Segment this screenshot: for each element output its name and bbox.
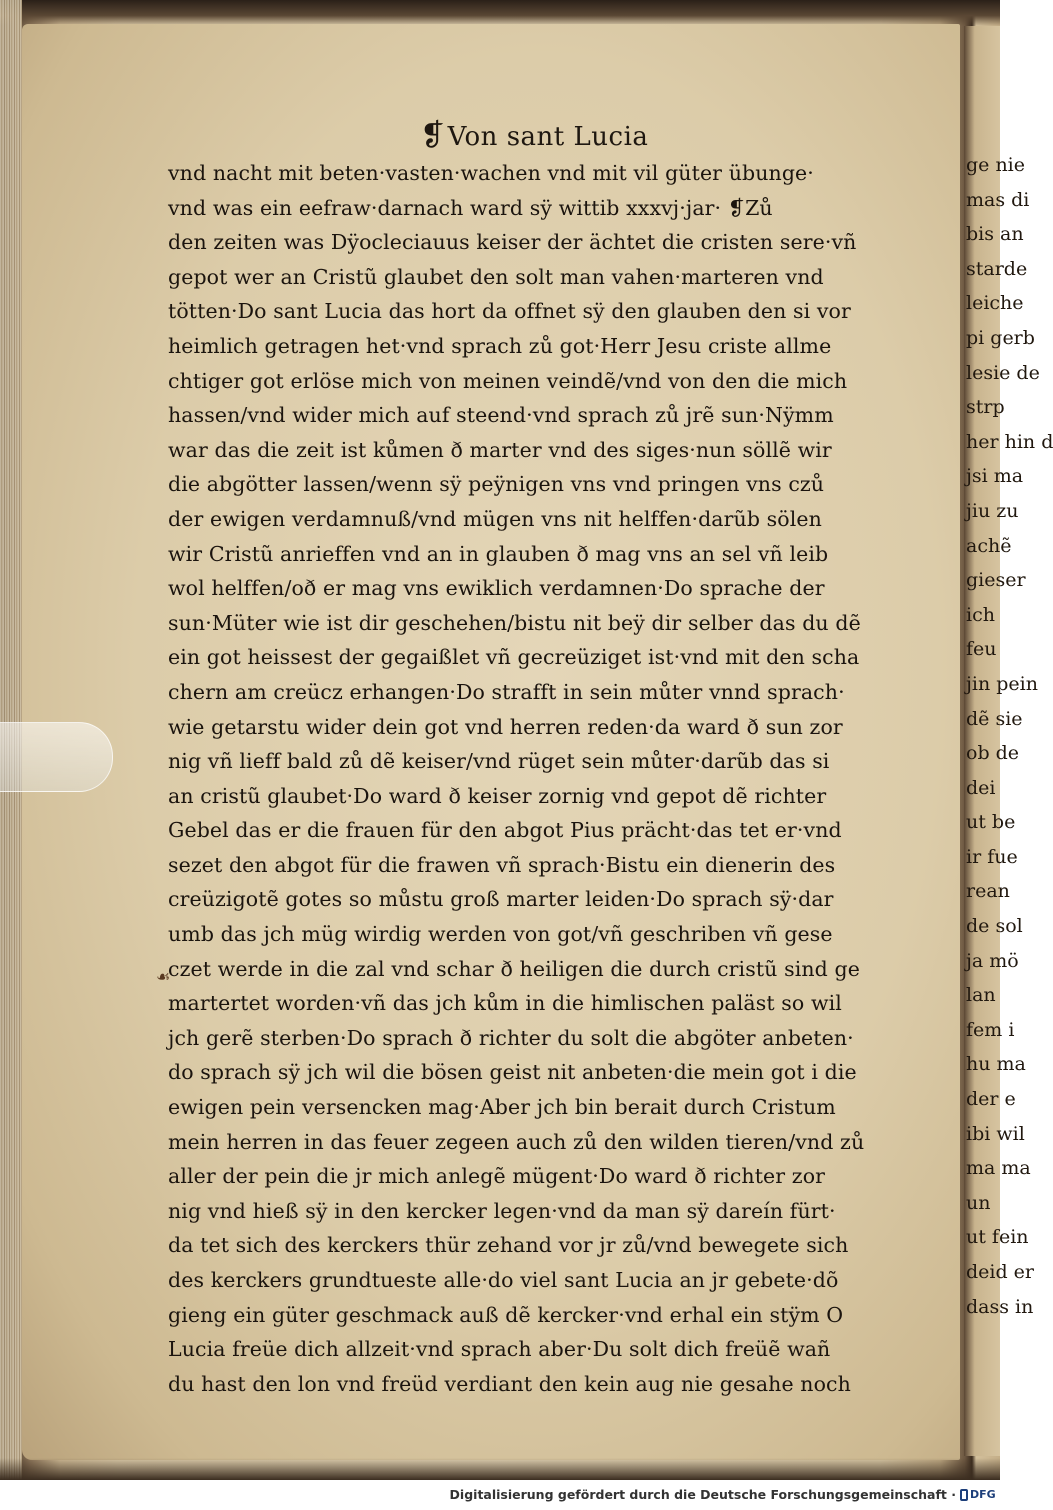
- text-line: vnd was ein eefraw·darnach ward sÿ wittib xxxvj·jar· ❡Zů: [168, 195, 773, 220]
- text-line: chtiger got erlöse mich von meinen veindẽ/vnd von den die mich: [168, 368, 848, 393]
- facing-page-fragment: de sol: [966, 915, 1023, 938]
- text-line: umb das jch müg wirdig werden von got/vñ geschriben vñ gese: [168, 922, 833, 947]
- text-line: ein got heissest der gegaißlet vñ gecreüziget ist·vnd mit den scha: [168, 645, 860, 670]
- text-line: aller der pein die jr mich anlegẽ mügent·Do ward ð richter zor: [168, 1164, 826, 1189]
- text-line: wol helffen/oð er mag vns ewiklich verdamnen·Do sprache der: [168, 576, 825, 601]
- text-line: die abgötter lassen/wenn sÿ peÿnigen vns vnd pringen vns czů: [168, 472, 825, 497]
- text-line: vnd nacht mit beten·vasten·wachen vnd mit vil güter übunge·: [168, 161, 814, 185]
- facing-page-fragment: dei: [966, 776, 996, 799]
- dfg-logo: [960, 1486, 996, 1503]
- text-line: gieng ein güter geschmack auß dẽ kercker·vnd erhal ein stÿm O: [168, 1302, 844, 1327]
- text-line: jch gerẽ sterben·Do sprach ð richter du solt die abgöter anbeten·: [168, 1025, 854, 1050]
- text-line: wie getarstu wider dein got vnd herren reden·da ward ð sun zor: [168, 714, 843, 739]
- facing-page-fragment: strp: [966, 396, 1005, 419]
- text-line: Gebel das er die frauen für den abgot Pius prächt·das tet er·vnd: [168, 818, 842, 843]
- text-line: wir Cristũ anrieffen vnd an in glauben ð mag vns an sel vñ leib: [168, 541, 829, 566]
- text-line: martertet worden·vñ das jch kům in die himlischen paläst so wil: [168, 991, 842, 1016]
- facing-page-fragment: mas di: [966, 188, 1030, 211]
- facing-page-fragment: lesie de: [966, 361, 1040, 384]
- text-line: Lucia freüe dich allzeit·vnd sprach aber·Du solt dich freüẽ wañ: [168, 1337, 831, 1362]
- facing-page-fragment: leiche: [966, 292, 1024, 315]
- facing-page-fragment: pi gerb: [966, 326, 1035, 349]
- facing-page-fragment: bis an: [966, 223, 1024, 246]
- facing-page-fragment: rean: [966, 880, 1010, 903]
- top-shadow: [0, 0, 1000, 26]
- facing-page-fragment: jsi ma: [966, 465, 1024, 488]
- text-line: heimlich getragen het·vnd sprach zů got·Herr Jesu criste allme: [168, 333, 832, 358]
- funding-credit: Digitalisierung gefördert durch die Deutsche Forschungsgemeinschaft ·: [449, 1487, 956, 1502]
- heading-mark: ❡: [420, 118, 446, 153]
- text-line: des kerckers grundtueste alle·do viel sant Lucia an jr gebete·dõ: [168, 1268, 839, 1292]
- text-line: mein herren in das feuer zegeen auch zů den wilden tieren/vnd zů: [168, 1129, 865, 1154]
- facing-page-fragment: der e: [966, 1088, 1016, 1111]
- text-line: du hast den lon vnd freüd verdiant den kein aug nie gesahe noch: [168, 1371, 851, 1396]
- facing-page-fragment: dẽ sie: [966, 707, 1023, 730]
- margin-hand-mark: ☙: [156, 967, 171, 986]
- facing-page-fragment: ich: [966, 603, 995, 626]
- facing-page-fragment: deid er: [966, 1261, 1035, 1283]
- facing-page-fragment: her hin d: [966, 430, 1053, 453]
- facing-page-fragment: jiu zu: [966, 499, 1019, 522]
- text-line: sun·Müter wie ist dir geschehen/bistu nit beÿ dir selber das du dẽ: [168, 610, 861, 635]
- text-line: hassen/vnd wider mich auf steend·vnd sprach zů jrẽ sun·Nÿmm: [168, 403, 834, 428]
- facing-page-fragment: achẽ: [966, 534, 1012, 557]
- text-column: [168, 156, 928, 1401]
- text-line: tötten·Do sant Lucia das hort da offnet sÿ den glauben den si vor: [168, 299, 851, 324]
- facing-page-fragment: hu ma: [966, 1053, 1026, 1076]
- text-line: do sprach sÿ jch wil die bösen geist nit anbeten·die mein got i die: [168, 1060, 857, 1085]
- text-line: den zeiten was Dÿocleciauus keiser der ächtet die cristen sere·vñ: [168, 230, 857, 255]
- text-line: sezet den abgot für die frawen vñ sprach·Bistu ein dienerin des: [168, 852, 836, 877]
- facing-page-text: [966, 148, 1053, 1318]
- text-line: czet werde in die zal vnd schar ð heiligen die durch cristũ sind ge: [168, 956, 860, 981]
- facing-page-fragment: ir fue: [966, 845, 1018, 868]
- page-heading: [420, 118, 680, 153]
- facing-page-fragment: ut fein: [966, 1226, 1029, 1249]
- facing-page-fragment: dass in: [966, 1295, 1034, 1318]
- facing-page-fragment: ob de: [966, 742, 1020, 765]
- text-line: chern am creücz erhangen·Do strafft in sein můter vnnd sprach·: [168, 679, 845, 704]
- text-line: nig vñ lieff bald zů dẽ keiser/vnd rüget sein můter·darũb das si: [168, 749, 830, 774]
- bottom-edge: [0, 1458, 1000, 1480]
- heading-text: Von sant Lucia: [447, 122, 649, 152]
- facing-page-fragment: ut be: [966, 811, 1016, 834]
- footer-bar: [0, 1480, 1000, 1510]
- facing-page-fragment: gieser: [966, 569, 1026, 592]
- facing-page-fragment: jin pein: [966, 672, 1038, 695]
- text-line: ewigen pein versencken mag·Aber jch bin berait durch Cristum: [168, 1095, 836, 1120]
- text-line: da tet sich des kerckers thür zehand vor jr zů/vnd bewegete sich: [168, 1233, 849, 1258]
- text-line: an cristũ glaubet·Do ward ð keiser zornig vnd gepot dẽ richter: [168, 783, 827, 808]
- text-line: creüzigotẽ gotes so můstu groß marter leiden·Do sprach sÿ·dar: [168, 887, 834, 912]
- facing-page-fragment: un: [966, 1191, 991, 1214]
- facing-page-fragment: feu: [966, 638, 997, 661]
- facing-page-fragment: ge nie: [966, 154, 1026, 176]
- text-line: der ewigen verdamnuß/vnd mügen vns nit helffen·darũb sölen: [168, 506, 822, 531]
- facing-page-fragment: ibi wil: [966, 1122, 1025, 1145]
- text-line: nig vnd hieß sÿ in den kercker legen·vnd da man sÿ dareín fürt·: [168, 1198, 836, 1223]
- facing-page-fragment: ma ma: [966, 1157, 1031, 1180]
- facing-page-fragment: ja mö: [966, 949, 1019, 972]
- facing-page-fragment: starde: [966, 257, 1028, 280]
- dfg-logo-mark: [960, 1489, 968, 1501]
- facing-page-fragment: lan: [966, 984, 996, 1007]
- facing-page-fragment: fem i: [966, 1018, 1015, 1041]
- text-line: war das die zeit ist kůmen ð marter vnd des siges·nun söllẽ wir: [168, 437, 832, 462]
- text-line: gepot wer an Cristũ glaubet den solt man vahen·marteren vnd: [168, 264, 824, 289]
- bookmark-clip: [0, 722, 113, 792]
- dfg-logo-text: DFG: [970, 1488, 996, 1501]
